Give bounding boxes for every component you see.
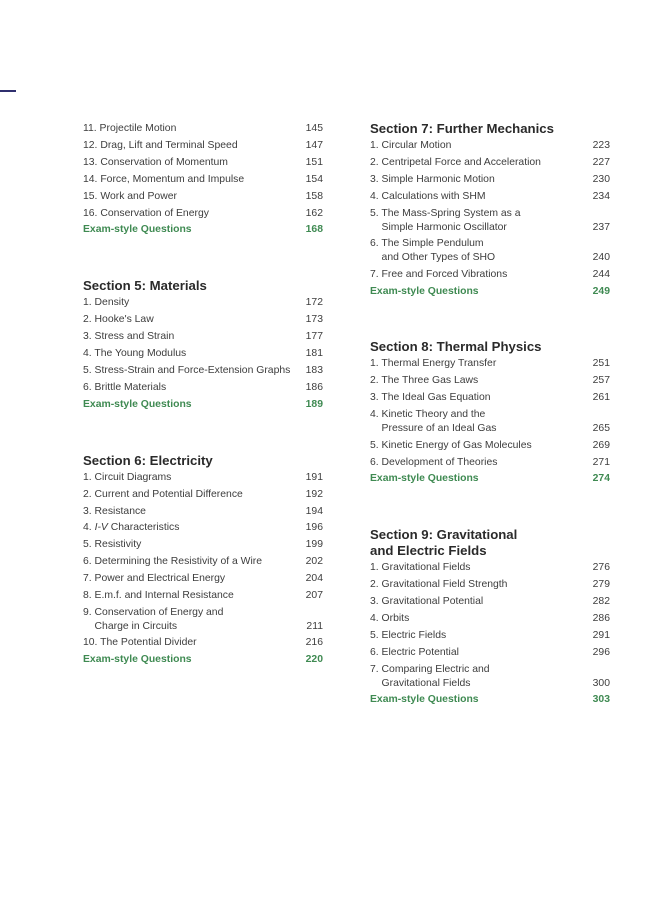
entry-title: 7. Comparing Electric and Gravitational Fields: [370, 663, 490, 689]
entry-title: 2. The Three Gas Laws: [370, 375, 479, 387]
entry-page-number: 191: [305, 471, 323, 483]
entry-page-number: 194: [305, 505, 323, 517]
toc-entry[interactable]: [83, 155, 323, 172]
entry-title: 5. Resistivity: [83, 539, 142, 551]
entry-page-number: 192: [305, 488, 323, 500]
entry-title: 1. Circuit Diagrams: [83, 471, 172, 483]
entry-title: 3. Gravitational Potential: [370, 596, 484, 608]
entry-title: 3. Simple Harmonic Motion: [370, 173, 495, 185]
entry-page-number: 261: [592, 392, 610, 404]
toc-entry[interactable]: [370, 356, 610, 373]
entry-page-number: 271: [592, 456, 610, 468]
toc-entry[interactable]: [83, 635, 323, 652]
entry-page-number: 291: [592, 630, 610, 641]
entry-title: 2. Current and Potential Difference: [83, 488, 243, 500]
exam-questions-entry[interactable]: [370, 692, 610, 709]
entry-title: 9. Conservation of Energy and Charge in Circuits: [83, 606, 224, 632]
toc-entry[interactable]: [83, 346, 323, 363]
toc-entry[interactable]: [83, 363, 323, 380]
entry-title: 7. Free and Forced Vibrations: [370, 268, 508, 280]
toc-entry[interactable]: [370, 438, 610, 455]
entry-page-number: 177: [305, 331, 323, 343]
exam-questions-label: Exam-style Questions: [83, 654, 192, 666]
entry-page-number: 145: [305, 123, 323, 134]
section-spacer: [370, 300, 610, 339]
toc-entry[interactable]: [370, 236, 610, 267]
entry-page-number: 286: [592, 613, 610, 625]
entry-title: 3. Stress and Strain: [83, 331, 175, 343]
entry-page-number: 234: [592, 190, 610, 202]
toc-entry[interactable]: [370, 611, 610, 628]
toc-entry[interactable]: [370, 628, 610, 645]
toc-entry[interactable]: [370, 189, 610, 206]
entry-page-number: 173: [305, 314, 323, 326]
entry-title: 6. Brittle Materials: [83, 381, 167, 393]
exam-questions-label: Exam-style Questions: [83, 224, 192, 236]
toc-entry[interactable]: [83, 554, 323, 571]
toc-entry[interactable]: [83, 121, 323, 138]
entry-page-number: 162: [305, 207, 323, 219]
toc-section: [370, 339, 610, 488]
toc-entry[interactable]: [83, 329, 323, 346]
toc-entry[interactable]: [83, 470, 323, 487]
exam-questions-label: Exam-style Questions: [370, 285, 479, 297]
toc-entry[interactable]: [370, 267, 610, 284]
section-spacer: [83, 239, 323, 278]
entry-page-number: 282: [592, 596, 610, 608]
entry-title: 6. The Simple Pendulum and Other Types of SHO: [370, 238, 496, 264]
page-tab-marker: [0, 90, 16, 92]
toc-entry[interactable]: [83, 206, 323, 223]
entry-title: 2. Gravitational Field Strength: [370, 579, 508, 591]
entry-page-number: 151: [305, 156, 323, 168]
exam-questions-page: 274: [592, 473, 610, 485]
entry-page-number: 300: [592, 677, 610, 689]
section-title: Section 5: Materials: [83, 278, 207, 294]
entry-title: 4. Kinetic Theory and the Pressure of an Ideal Gas: [370, 409, 497, 435]
exam-questions-page: 189: [305, 398, 323, 410]
exam-questions-entry[interactable]: [83, 222, 323, 239]
entry-page-number: 207: [305, 590, 323, 602]
toc-entry[interactable]: [83, 295, 323, 312]
entry-page-number: 265: [592, 423, 610, 435]
entry-page-number: 251: [592, 358, 610, 370]
entry-page-number: 181: [305, 348, 323, 360]
toc-left-column: [83, 121, 323, 669]
toc-entry[interactable]: [83, 520, 323, 537]
toc-entry[interactable]: [370, 155, 610, 172]
toc-entry[interactable]: [370, 577, 610, 594]
toc-section: [370, 121, 610, 300]
entry-title: 10. The Potential Divider: [83, 637, 197, 649]
toc-entry[interactable]: [370, 407, 610, 438]
toc-entry[interactable]: [370, 390, 610, 407]
exam-questions-label: Exam-style Questions: [370, 694, 479, 706]
exam-questions-page: 220: [305, 654, 323, 666]
toc-entry[interactable]: [83, 504, 323, 521]
section-title: Section 9: Gravitational and Electric Fields: [370, 527, 518, 559]
section-spacer: [83, 414, 323, 453]
toc-entry[interactable]: [83, 312, 323, 329]
entry-title: 2. Hooke's Law: [83, 314, 154, 326]
entry-title: 1. Thermal Energy Transfer: [370, 358, 497, 370]
toc-entry[interactable]: [83, 571, 323, 588]
entry-page-number: 240: [592, 252, 610, 264]
entry-title: 11. Projectile Motion: [83, 123, 177, 134]
entry-title: 5. Electric Fields: [370, 630, 447, 641]
entry-title: 12. Drag, Lift and Terminal Speed: [83, 139, 238, 151]
toc-entry[interactable]: [370, 594, 610, 611]
entry-page-number: 257: [592, 375, 610, 387]
toc-entry[interactable]: [83, 605, 323, 636]
entry-title: 5. The Mass-Spring System as a Simple Harmonic Oscillator: [370, 207, 521, 233]
entry-title: 14. Force, Momentum and Impulse: [83, 173, 245, 185]
exam-questions-entry[interactable]: [83, 397, 323, 414]
exam-questions-entry[interactable]: [83, 652, 323, 669]
entry-title: 6. Development of Theories: [370, 456, 498, 468]
entry-page-number: 237: [592, 221, 610, 233]
entry-title: 4. I-V Characteristics: [83, 522, 180, 534]
entry-page-number: 183: [305, 364, 323, 376]
exam-questions-page: 168: [305, 224, 323, 236]
entry-title: 4. Calculations with SHM: [370, 190, 486, 202]
entry-page-number: 216: [305, 637, 323, 649]
entry-title: 7. Power and Electrical Energy: [83, 573, 226, 585]
toc-entry[interactable]: [370, 662, 610, 693]
toc-entry[interactable]: [370, 645, 610, 662]
entry-title: 1. Gravitational Fields: [370, 562, 471, 574]
toc-entry[interactable]: [83, 172, 323, 189]
toc-entry[interactable]: [370, 138, 610, 155]
entry-title: 3. Resistance: [83, 505, 146, 517]
entry-page-number: 147: [305, 139, 323, 151]
entry-page-number: 223: [592, 140, 610, 151]
toc-section: [83, 121, 323, 239]
toc-entry[interactable]: [370, 373, 610, 390]
entry-page-number: 202: [305, 556, 323, 568]
toc-entry[interactable]: [370, 172, 610, 189]
toc-section: [370, 527, 610, 709]
entry-title: 8. E.m.f. and Internal Resistance: [83, 590, 234, 602]
toc-entry[interactable]: [83, 138, 323, 155]
toc-section: [83, 453, 323, 670]
exam-questions-page: 303: [592, 694, 610, 706]
toc-right-column: [370, 121, 610, 709]
toc-entry[interactable]: [370, 560, 610, 577]
entry-title: 5. Stress-Strain and Force-Extension Graphs: [83, 364, 291, 376]
entry-title: 2. Centripetal Force and Acceleration: [370, 156, 541, 168]
toc-entry[interactable]: [83, 588, 323, 605]
exam-questions-label: Exam-style Questions: [370, 473, 479, 485]
entry-title: 16. Conservation of Energy: [83, 207, 209, 219]
entry-page-number: 154: [305, 173, 323, 185]
entry-page-number: 244: [592, 268, 610, 280]
entry-title: 6. Determining the Resistivity of a Wire: [83, 556, 263, 568]
entry-title: 1. Density: [83, 297, 130, 309]
entry-title: 1. Circular Motion: [370, 140, 452, 151]
entry-title: 4. Orbits: [370, 613, 410, 625]
entry-title: 6. Electric Potential: [370, 646, 459, 658]
entry-page-number: 211: [306, 620, 323, 632]
section-spacer: [370, 488, 610, 527]
entry-page-number: 279: [592, 579, 610, 591]
section-title: Section 7: Further Mechanics: [370, 121, 554, 136]
entry-page-number: 296: [592, 646, 610, 658]
section-title: Section 8: Thermal Physics: [370, 339, 542, 355]
entry-page-number: 158: [305, 190, 323, 202]
exam-questions-label: Exam-style Questions: [83, 398, 192, 410]
entry-title: 15. Work and Power: [83, 190, 177, 202]
entry-page-number: 172: [305, 297, 323, 309]
entry-page-number: 199: [305, 539, 323, 551]
exam-questions-page: 249: [592, 285, 610, 297]
toc-entry[interactable]: [83, 537, 323, 554]
exam-questions-entry[interactable]: [370, 471, 610, 488]
entry-title: 5. Kinetic Energy of Gas Molecules: [370, 439, 532, 451]
toc-entry[interactable]: [83, 189, 323, 206]
toc-entry[interactable]: [370, 455, 610, 472]
toc-entry[interactable]: [370, 206, 610, 237]
entry-title: 4. The Young Modulus: [83, 348, 187, 360]
entry-page-number: 276: [592, 562, 610, 574]
toc-entry[interactable]: [83, 380, 323, 397]
entry-page-number: 227: [592, 156, 610, 168]
entry-page-number: 269: [592, 439, 610, 451]
toc-entry[interactable]: [83, 487, 323, 504]
exam-questions-entry[interactable]: [370, 284, 610, 301]
entry-page-number: 204: [305, 573, 323, 585]
toc-section: [83, 278, 323, 413]
entry-title: 13. Conservation of Momentum: [83, 156, 228, 168]
entry-page-number: 186: [305, 381, 323, 393]
entry-page-number: 230: [592, 173, 610, 185]
section-title: Section 6: Electricity: [83, 452, 213, 468]
entry-title: 3. The Ideal Gas Equation: [370, 392, 491, 404]
entry-page-number: 196: [305, 522, 323, 534]
